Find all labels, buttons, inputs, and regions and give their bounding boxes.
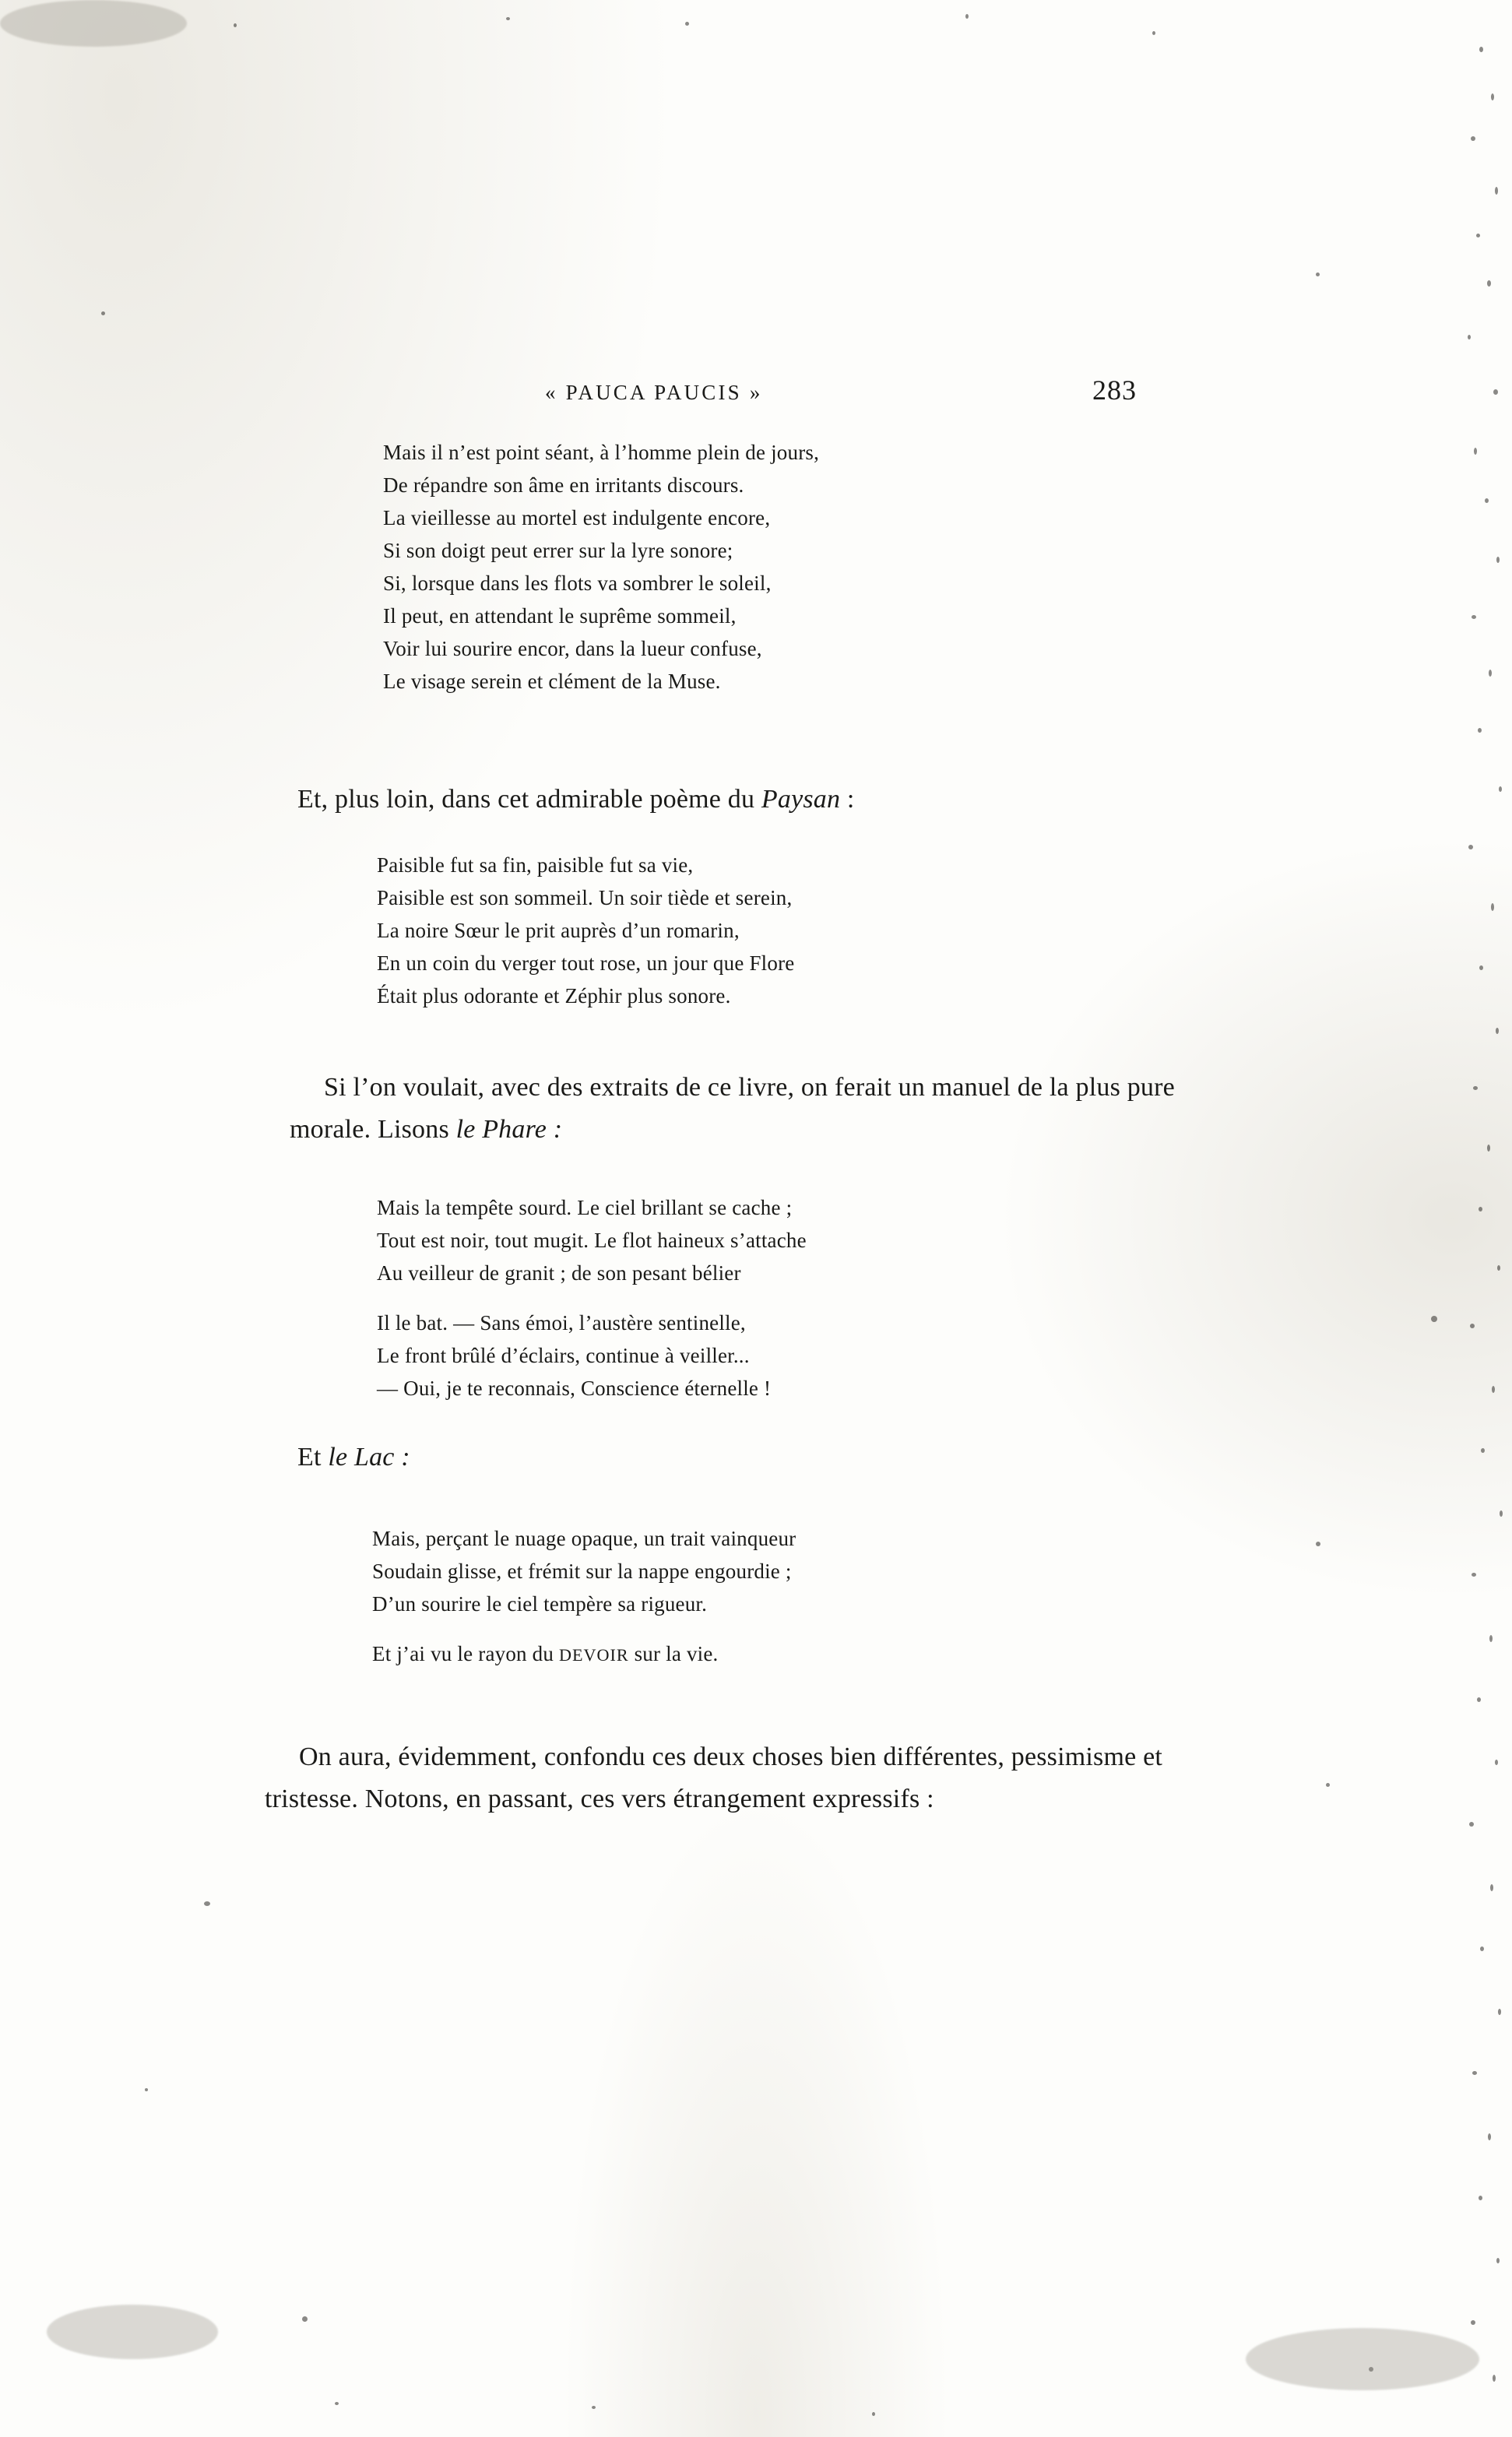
smallcaps-devoir: DEVOIR bbox=[559, 1645, 629, 1665]
verse-line-devoir bbox=[372, 1637, 796, 1672]
title-le-lac: le Lac : bbox=[328, 1443, 410, 1472]
verse-line: D’un sourire le ciel tempère sa rigueur. bbox=[372, 1592, 708, 1616]
verse-line: Le front brûlé d’éclairs, continue à veiller... bbox=[377, 1344, 750, 1367]
verse-line: Si, lorsque dans les flots va sombrer le soleil, bbox=[383, 571, 772, 595]
text-run: Et, plus loin, dans cet admirable poème du bbox=[297, 785, 761, 814]
paragraph-intro-phare bbox=[290, 1067, 1208, 1151]
verse-block-4 bbox=[372, 1522, 796, 1672]
verse-line: Paisible est son sommeil. Un soir tiède et serein, bbox=[377, 886, 793, 909]
verse-line: — Oui, je te reconnais, Conscience éternelle ! bbox=[377, 1377, 772, 1400]
verse-line: En un coin du verger tout rose, un jour que Flore bbox=[377, 951, 795, 975]
paragraph-conclusion: On aura, évidemment, confondu ces deux choses bien différentes, pessimisme et tristesse. Notons, en passant, ces vers étrangement expressifs : bbox=[265, 1742, 1163, 1813]
verse-line: Mais la tempête sourd. Le ciel brillant se cache ; bbox=[377, 1196, 793, 1219]
verse-line: Paisible fut sa fin, paisible fut sa vie, bbox=[377, 853, 694, 877]
verse-line: Si son doigt peut errer sur la lyre sonore; bbox=[383, 539, 733, 562]
verse-line: Tout est noir, tout mugit. Le flot haineux s’attache bbox=[377, 1229, 807, 1252]
verse-line: Il peut, en attendant le suprême sommeil, bbox=[383, 604, 737, 628]
text-run: Et bbox=[297, 1443, 329, 1472]
verse-line: Était plus odorante et Zéphir plus sonore. bbox=[377, 984, 731, 1008]
page-header bbox=[545, 374, 1137, 406]
verse-line: Mais, perçant le nuage opaque, un trait vainqueur bbox=[372, 1527, 796, 1550]
verse-line: Le visage serein et clément de la Muse. bbox=[383, 670, 721, 693]
verse-block-3 bbox=[377, 1191, 807, 1405]
verse-line: De répandre son âme en irritants discours. bbox=[383, 473, 744, 497]
page-number: 283 bbox=[1092, 375, 1137, 406]
verse-line: Mais il n’est point séant, à l’homme plein de jours, bbox=[383, 441, 820, 464]
verse-line: Voir lui sourire encor, dans la lueur confuse, bbox=[383, 637, 762, 660]
verse-line: Soudain glisse, et frémit sur la nappe engourdie ; bbox=[372, 1560, 792, 1583]
text-run: Et j’ai vu le rayon du bbox=[372, 1642, 560, 1665]
stanza-gap bbox=[377, 1289, 807, 1306]
title-le-phare: le Phare : bbox=[455, 1115, 563, 1144]
text-run: : bbox=[840, 785, 855, 814]
running-head: « PAUCA PAUCIS » bbox=[545, 381, 763, 404]
text-run: sur la vie. bbox=[628, 1642, 719, 1665]
paragraph-intro-paysan bbox=[297, 779, 1193, 821]
verse-line: Il le bat. — Sans émoi, l’austère sentinelle, bbox=[377, 1311, 746, 1335]
stanza-gap bbox=[372, 1620, 796, 1637]
verse-line: La noire Sœur le prit auprès d’un romarin, bbox=[377, 919, 740, 942]
verse-block-2 bbox=[377, 849, 794, 1012]
title-paysan: Paysan bbox=[761, 785, 841, 814]
verse-block-1 bbox=[383, 436, 819, 698]
paragraph-intro-lac bbox=[297, 1437, 410, 1479]
text-run: Si l’on voulait, avec des extraits de ce livre, on ferait un manuel de la plus pure morale. Lisons bbox=[290, 1073, 1175, 1144]
verse-line: La vieillesse au mortel est indulgente encore, bbox=[383, 506, 771, 529]
verse-line: Au veilleur de granit ; de son pesant bélier bbox=[377, 1261, 741, 1285]
